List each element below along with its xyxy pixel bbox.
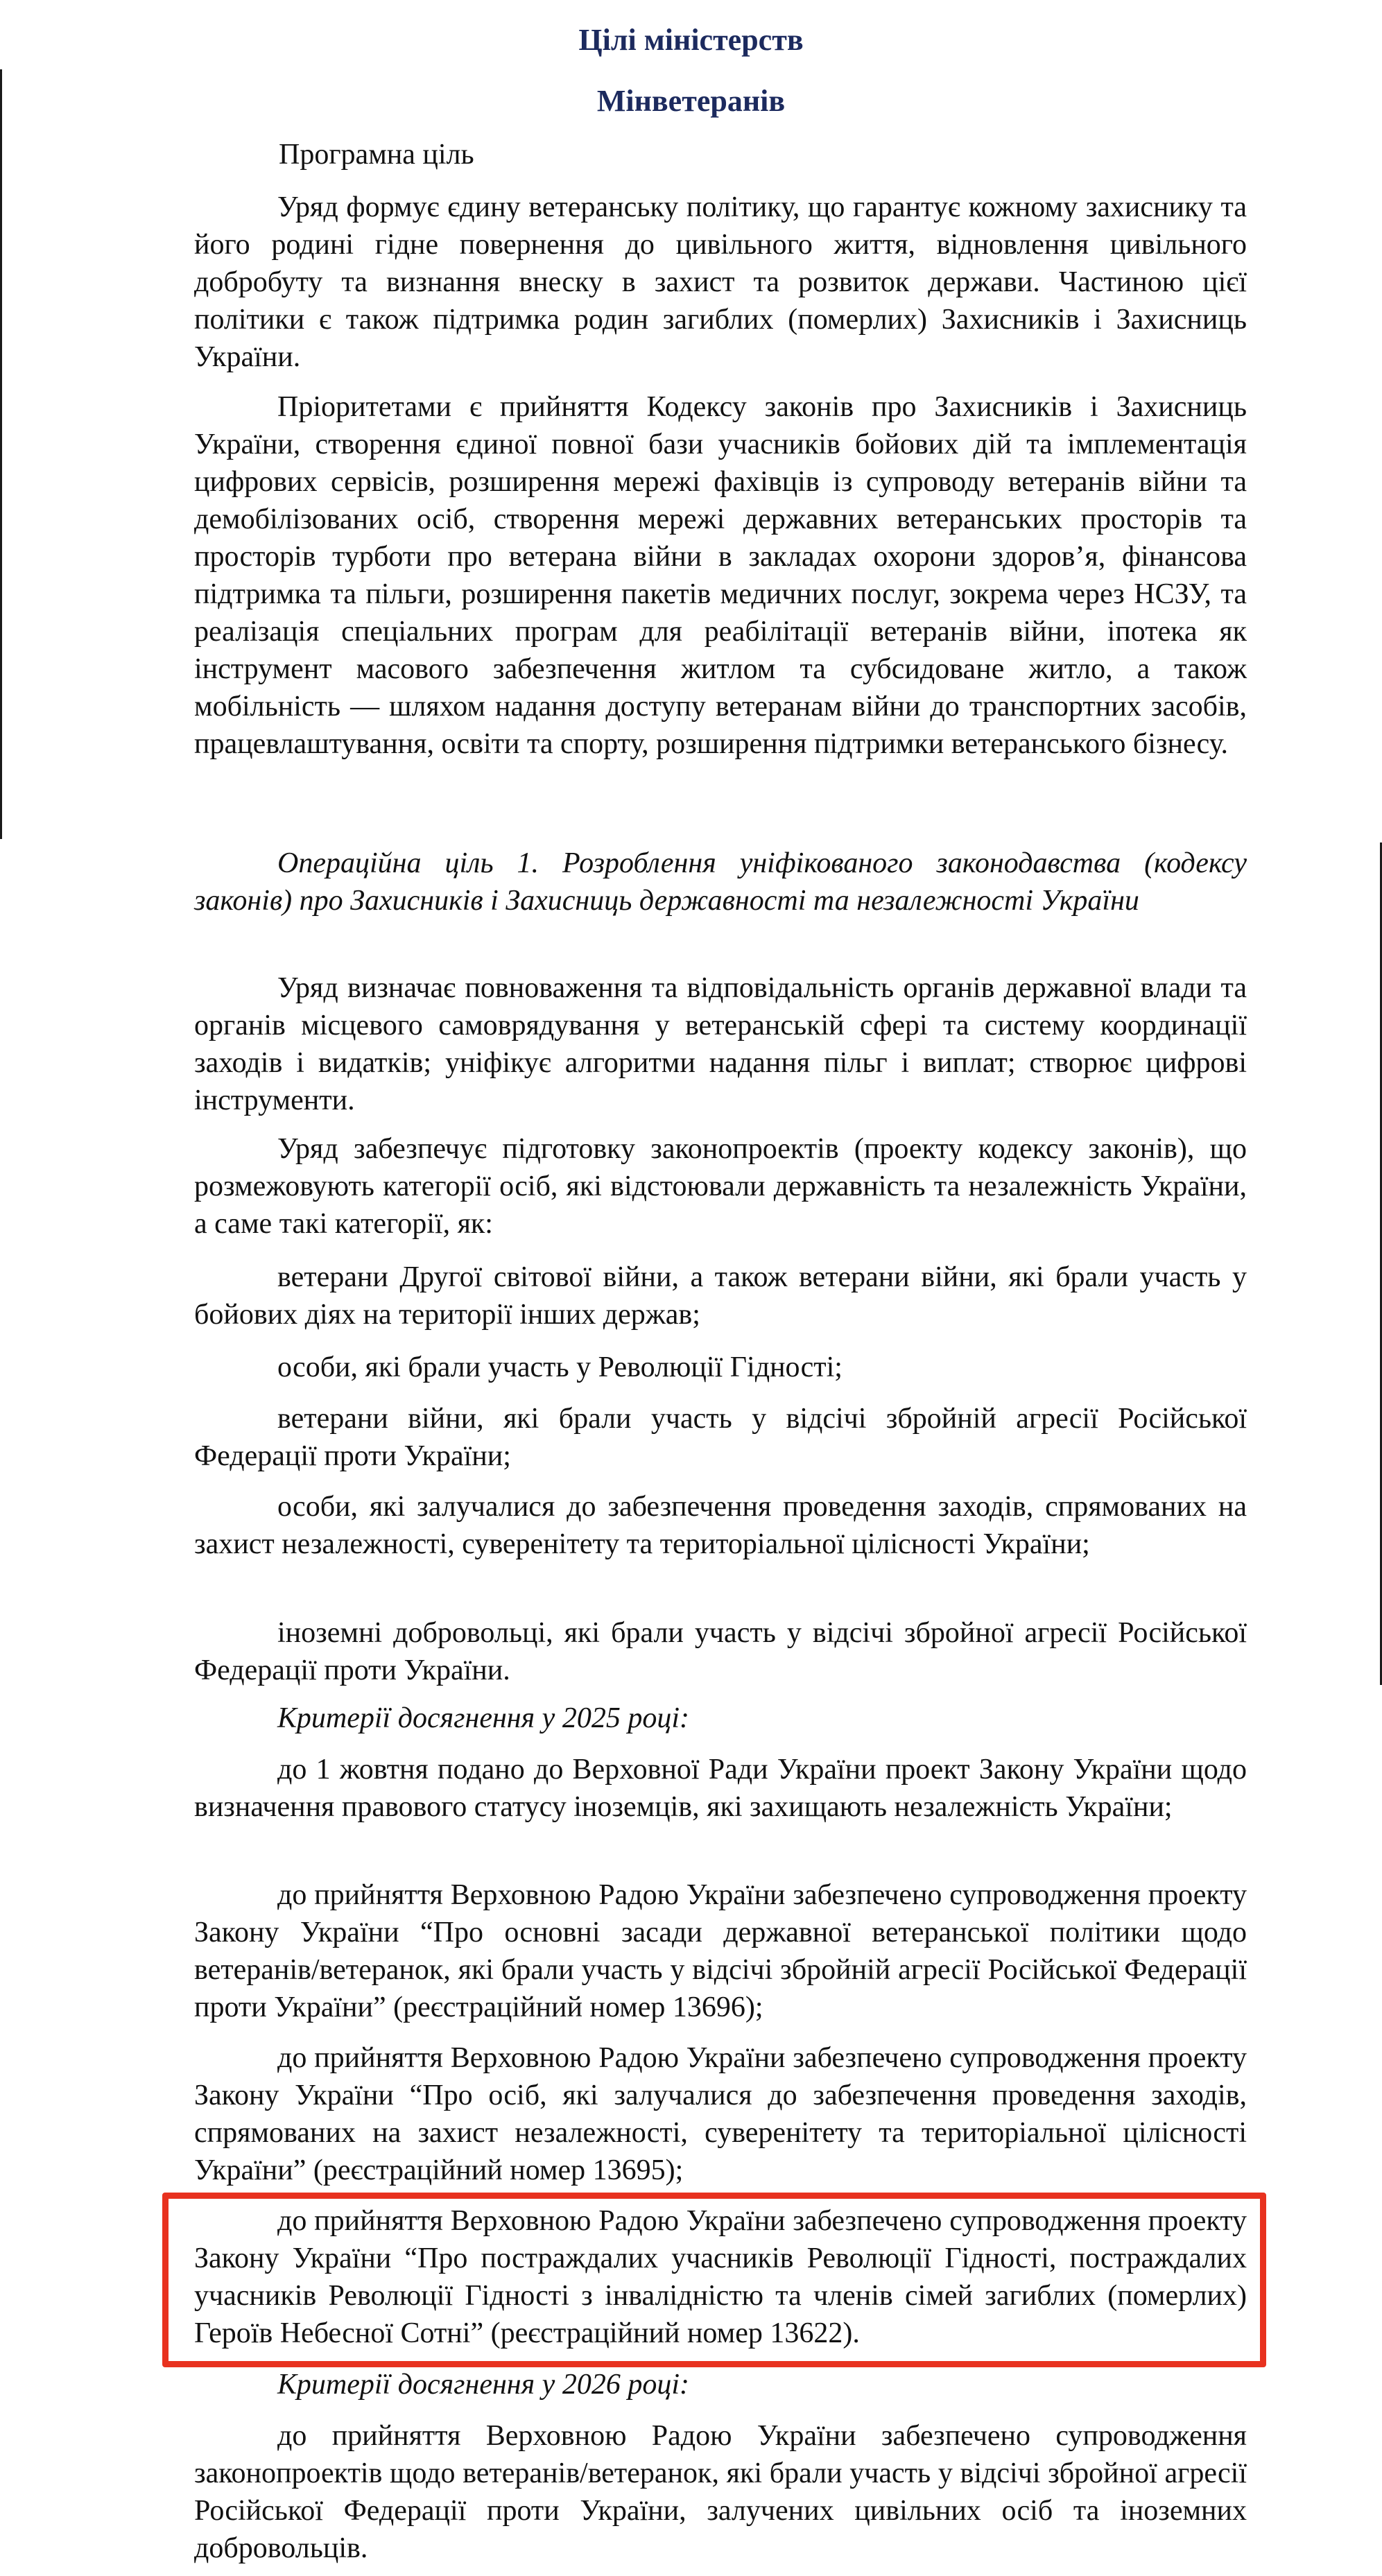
category-item-1: ветерани Другої світової війни, а також ветерани війни, які брали участь у бойових діях на території інших держав;	[194, 1261, 1247, 1331]
criteria-2025-heading: Критерії досягнення у 2025 році:	[277, 1702, 689, 1734]
criterion-2025-4-highlighted: до прийняття Верховною Радою України забезпечено супроводження проекту Закону України “Про постраждалих учасників Революції Гідності, постраждалих учасників Революції Гідності з інвалідністю та членів сімей загиблих (померлих) Героїв Небесної Сотні” (реєстраційний номер 13622).	[194, 2205, 1247, 2349]
document-title: Цілі міністерств	[578, 23, 804, 57]
criterion-2026-1: до прийняття Верховною Радою України забезпечено супроводження законопроектів щодо ветеранів/ветеранок, які брали участь у відсічі збройної агресії Російської Федерації проти України, залучених цивільних осіб та іноземних добровольців.	[194, 2420, 1247, 2564]
paragraph-bills: Уряд забезпечує підготовку законопроектів (проекту кодексу законів), що розмежовують категорії осіб, які відстоювали державність та незалежність України, а саме такі категорії, як:	[194, 1133, 1247, 1240]
category-item-3: ветерани війни, які брали участь у відсічі збройній агресії Російської Федерації проти України;	[194, 1403, 1247, 1472]
category-item-4: особи, які залучалися до забезпечення проведення заходів, спрямованих на захист незалежності, суверенітету та територіальної цілісності України;	[194, 1491, 1247, 1560]
criteria-2026-heading: Критерії досягнення у 2026 році:	[277, 2369, 689, 2401]
paragraph-priorities: Пріоритетами є прийняття Кодексу законів про Захисників і Захисниць України, створення єдиної повної бази учасників бойових дій та імплементація цифрових сервісів, розширення мережі фахівців із супроводу ветеранів війни та демобілізованих осіб, створення мережі державних ветеранських просторів та просторів турботи про ветерана війни в закладах охорони здоров’я, фінансова підтримка та пільги, розширення пакетів медичних послуг, зокрема через НСЗУ, та реалізація спеціальних програм для реабілітації ветеранів війни, іпотека як інструмент масового забезпечення житлом та субсидоване житло, а також мобільність — шляхом надання доступу ветеранам війни до транспортних засобів, працевлаштування, освіти та спорту, розширення підтримки ветеранського бізнесу.	[194, 391, 1247, 760]
ministry-heading: Мінветеранів	[596, 84, 786, 118]
operational-goal-1: Операційна ціль 1. Розроблення уніфікованого законодавства (кодексу законів) про Захисників і Захисниць державності та незалежності України	[194, 847, 1247, 917]
paragraph-powers: Уряд визначає повноваження та відповідальність органів державної влади та органів місцевого самоврядування у ветеранській сфері та систему координації заходів і видатків; уніфікує алгоритми надання пільг і виплат; створює цифрові інструменти.	[194, 972, 1247, 1116]
highlight-box	[162, 2193, 1266, 2367]
left-margin-rule	[0, 69, 2, 839]
criterion-2025-3: до прийняття Верховною Радою України забезпечено супроводження проекту Закону України “Про осіб, які залучалися до забезпечення проведення заходів, спрямованих на захист незалежності, суверенітету та територіальної цілісності України” (реєстраційний номер 13695);	[194, 2042, 1247, 2186]
criterion-2025-1: до 1 жовтня подано до Верховної Ради України проект Закону України щодо визначення правового статусу іноземців, які захищають незалежність України;	[194, 1754, 1247, 1823]
category-item-2: особи, які брали участь у Революції Гідності;	[277, 1351, 843, 1383]
program-goal-label: Програмна ціль	[279, 139, 474, 171]
category-item-5: іноземні добровольці, які брали участь у відсічі збройної агресії Російської Федерації проти України.	[194, 1617, 1247, 1686]
criterion-2025-2: до прийняття Верховною Радою України забезпечено супроводження проекту Закону України “Про основні засади державної ветеранської політики щодо ветеранів/ветеранок, які брали участь у відсічі збройній агресії Російської Федерації проти України” (реєстраційний номер 13696);	[194, 1879, 1247, 2023]
paragraph-intro: Уряд формує єдину ветеранську політику, що гарантує кожному захиснику та його родині гідне повернення до цивільного життя, відновлення цивільного добробуту та визнання внеску в захист та розвиток держави. Частиною цієї політики є також підтримка родин загиблих (померлих) Захисників і Захисниць України.	[194, 191, 1247, 373]
